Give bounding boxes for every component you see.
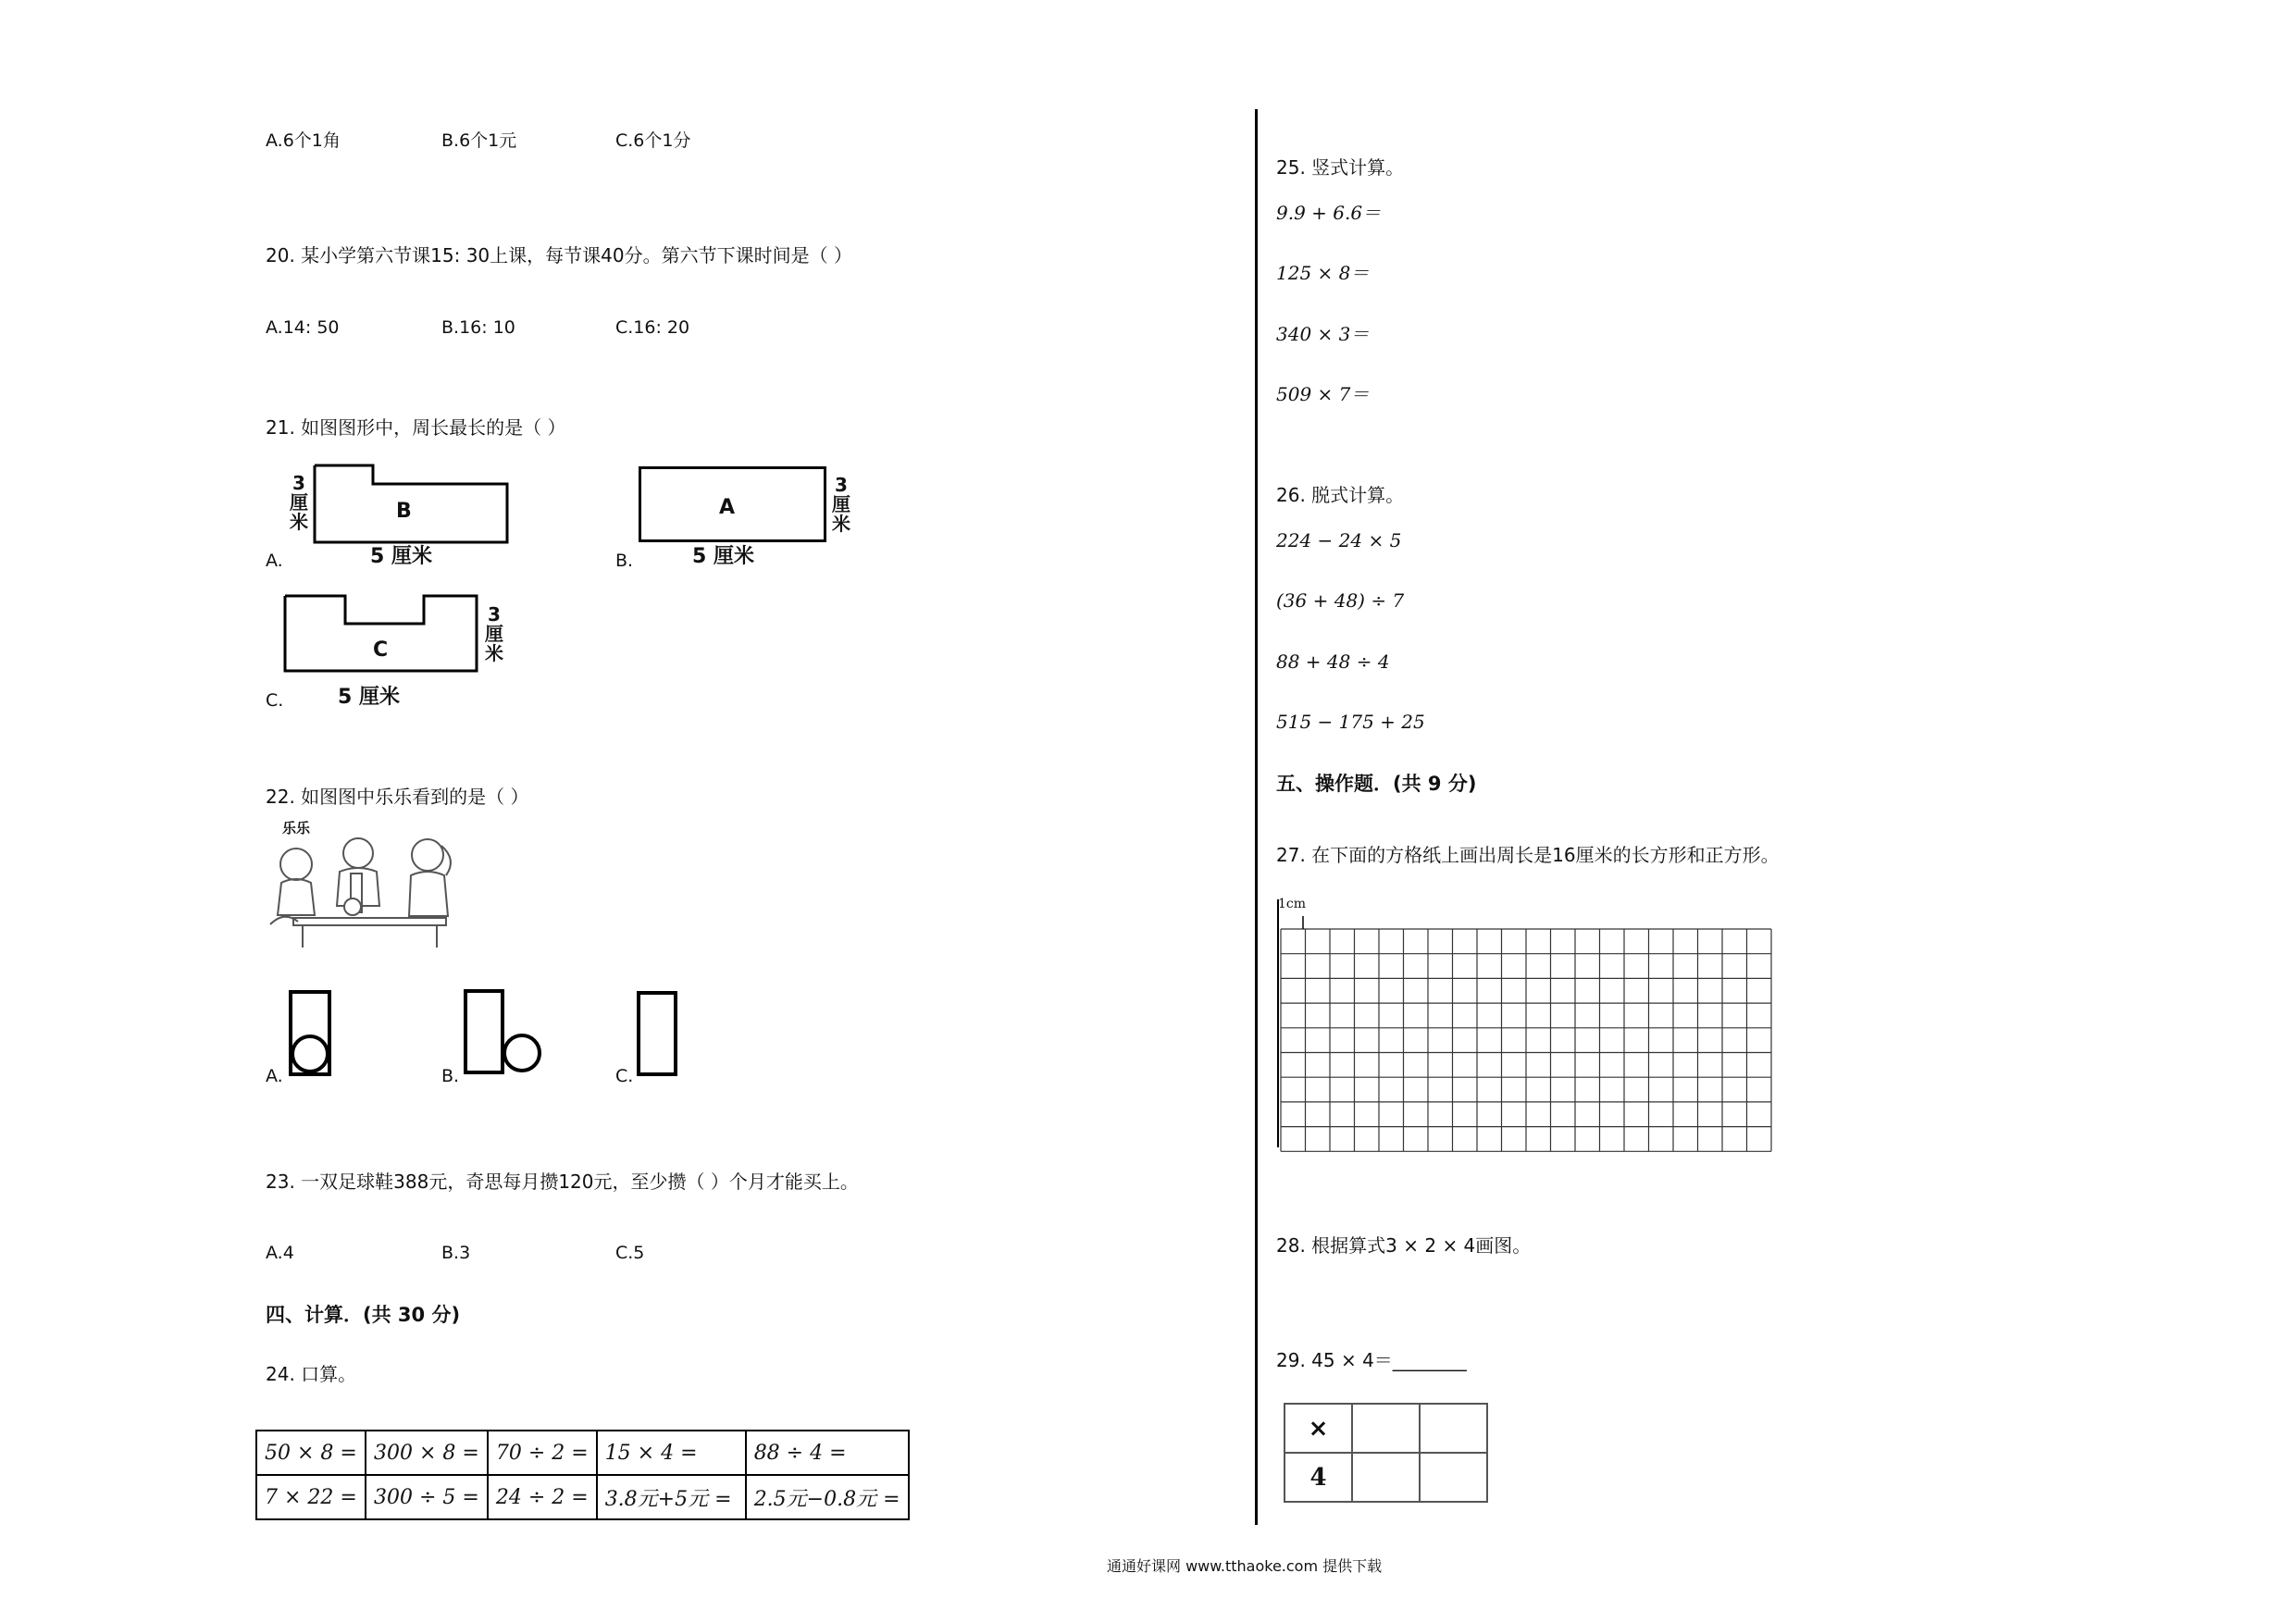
- q22-illustration: [261, 818, 474, 952]
- table-cell: 7 × 22 =: [256, 1475, 366, 1519]
- q22-option-a-figure: [282, 988, 338, 1081]
- q24-text: 24. 口算。: [266, 1363, 357, 1385]
- q26-item-3: 88 + 48 ÷ 4: [1276, 650, 1390, 673]
- table-cell: [1420, 1453, 1487, 1502]
- table-row: [256, 1431, 909, 1475]
- q24-oral-table: [255, 1430, 910, 1520]
- table-cell: 300 × 8 =: [366, 1431, 488, 1475]
- q21-text: 21. 如图图形中，周长最长的是（ ）: [266, 416, 566, 439]
- q27-grid-paper: [1275, 898, 1775, 1152]
- q25-item-2: 125 × 8＝: [1276, 262, 1370, 284]
- q21-figure-b-letter: A: [719, 496, 736, 519]
- q27-grid-label: 1cm: [1278, 897, 1307, 911]
- q21-figure-c-letter: C: [373, 638, 389, 662]
- table-row: [1285, 1453, 1487, 1502]
- q26-item-2: (36 + 48) ÷ 7: [1276, 589, 1405, 612]
- q21-figure-c-width: 5 厘米: [338, 686, 400, 709]
- q20-text: 20. 某小学第六节课15: 30上课，每节课40分。第六节下课时间是（ ）: [266, 244, 852, 266]
- section-5-title: 五、操作题．(共 9 分): [1276, 773, 1477, 795]
- table-cell: 300 ÷ 5 =: [366, 1475, 488, 1519]
- q21-figure-b-width: 5 厘米: [692, 545, 754, 568]
- q22-option-b: B.: [441, 1066, 460, 1086]
- q25-item-1: 9.9 + 6.6＝: [1276, 202, 1382, 224]
- column-divider: [1255, 109, 1258, 1525]
- table-cell: 24 ÷ 2 =: [488, 1475, 597, 1519]
- q21-option-c: C.: [266, 690, 284, 711]
- table-cell: 88 ÷ 4 =: [746, 1431, 909, 1475]
- q21-option-b: B.: [615, 551, 634, 571]
- q21-figure-a-width: 5 厘米: [370, 545, 432, 568]
- section-4-title: 四、计算．(共 30 分): [266, 1304, 461, 1326]
- q25-item-3: 340 × 3＝: [1276, 323, 1370, 345]
- q23-text: 23. 一双足球鞋388元，奇思每月攒120元，至少攒（ ）个月才能买上。: [266, 1171, 859, 1193]
- q19-option-b: B.6个1元: [441, 130, 517, 151]
- q22-option-a: A.: [266, 1066, 283, 1086]
- q23-option-a: A.4: [266, 1243, 294, 1263]
- table-cell: [1352, 1453, 1420, 1502]
- q28-text: 28. 根据算式3 × 2 × 4画图。: [1276, 1234, 1532, 1257]
- q25-text: 25. 竖式计算。: [1276, 156, 1405, 179]
- table-cell: [1352, 1404, 1420, 1453]
- q23-option-b: B.3: [441, 1243, 471, 1263]
- q22-name-tag: 乐乐: [282, 820, 311, 836]
- q22-option-c: C.: [615, 1066, 634, 1086]
- table-cell: [1420, 1404, 1487, 1453]
- q26-item-1: 224 − 24 × 5: [1276, 529, 1402, 551]
- q26-text: 26. 脱式计算。: [1276, 484, 1405, 506]
- q22-option-c-figure: [634, 988, 680, 1081]
- q21-figure-b-height: 3厘米: [832, 474, 850, 535]
- table-row: [1285, 1404, 1487, 1453]
- table-cell: 4: [1285, 1453, 1352, 1502]
- q22-option-b-figure: [461, 986, 546, 1079]
- q20-option-c: C.16: 20: [615, 317, 690, 338]
- q22-text: 22. 如图图中乐乐看到的是（ ）: [266, 786, 529, 808]
- table-cell: 2.5元−0.8元 =: [746, 1475, 909, 1519]
- table-cell: ×: [1285, 1404, 1352, 1453]
- q21-option-a: A.: [266, 551, 283, 571]
- q21-figure-a-letter: B: [396, 500, 412, 523]
- q20-option-b: B.16: 10: [441, 317, 515, 338]
- table-cell: 15 × 4 =: [597, 1431, 746, 1475]
- q19-option-a: A.6个1角: [266, 130, 341, 151]
- footer-text: 通通好课网 www.tthaoke.com 提供下载: [1107, 1557, 1383, 1575]
- table-cell: 3.8元+5元 =: [597, 1475, 746, 1519]
- table-cell: 70 ÷ 2 =: [488, 1431, 597, 1475]
- q29-text: 29. 45 × 4＝________: [1276, 1349, 1467, 1371]
- q21-figure-c-height: 3厘米: [485, 603, 503, 664]
- q20-option-a: A.14: 50: [266, 317, 340, 338]
- q27-text: 27. 在下面的方格纸上画出周长是16厘米的长方形和正方形。: [1276, 844, 1780, 866]
- table-cell: 50 × 8 =: [256, 1431, 366, 1475]
- table-row: [256, 1475, 909, 1519]
- q21-figure-c: [278, 588, 486, 676]
- q25-item-4: 509 × 7＝: [1276, 383, 1370, 405]
- q21-figure-a-height: 3厘米: [290, 472, 308, 533]
- q19-option-c: C.6个1分: [615, 130, 691, 151]
- q26-item-4: 515 − 175 + 25: [1276, 711, 1425, 733]
- q23-option-c: C.5: [615, 1243, 645, 1263]
- q29-multiplication-table: [1284, 1403, 1488, 1503]
